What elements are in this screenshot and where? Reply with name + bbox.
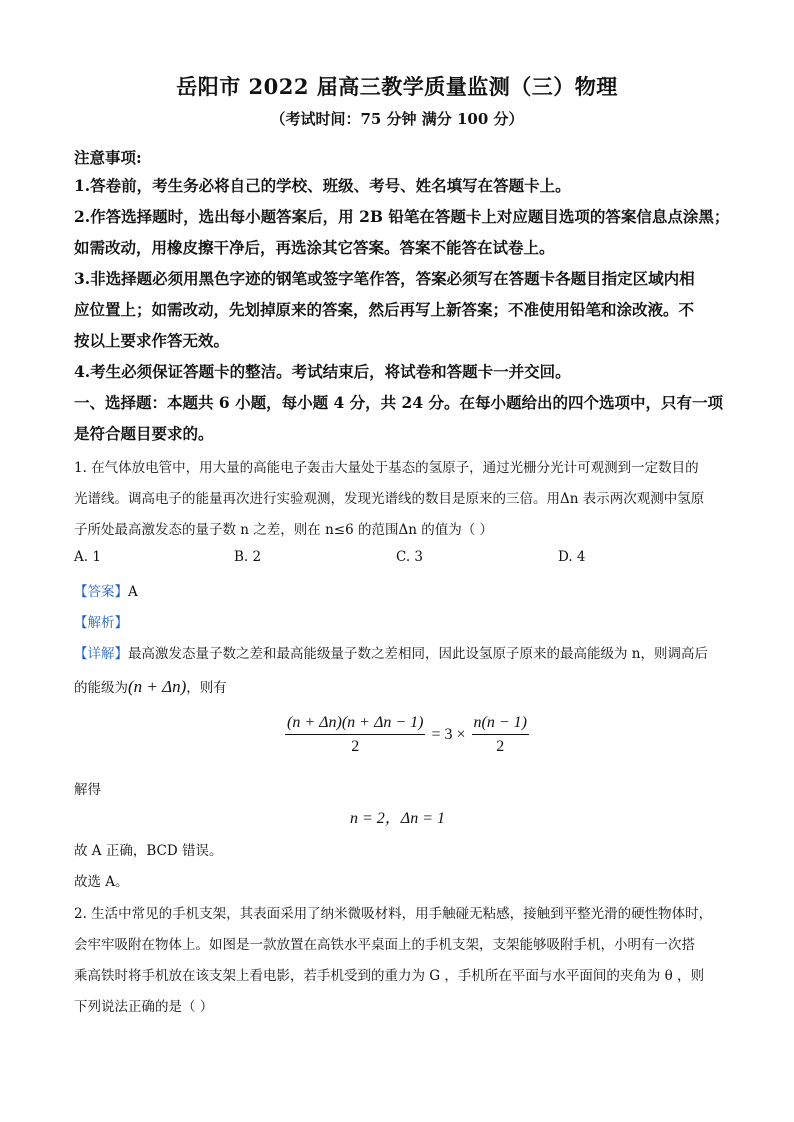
equation-left-fraction	[285, 714, 425, 756]
question-2-stem: 会牢牢吸附在物体上。如图是一款放置在高铁水平桌面上的手机支架，支架能够吸附手机，小明有一次搭	[74, 937, 695, 953]
analysis-tag: 【解析】	[74, 615, 128, 631]
page-title: 岳阳市 2022 届高三教学质量监测（三）物理	[176, 74, 618, 99]
exam-info: （考试时间：75 分钟 满分 100 分）	[270, 110, 524, 128]
notice-heading: 注意事项:	[74, 148, 142, 167]
section-heading: 是符合题目要求的。	[74, 424, 214, 443]
question-1-stem: 1. 在气体放电管中，用大量的高能电子轰击大量处于基态的氢原子，通过光栅分光计可观测到一定数目的	[74, 460, 699, 476]
question-1-stem: 子所处最高激发态的量子数 n 之差，则在 n≤6 的范围Δn 的值为（ ）	[74, 522, 493, 538]
equation-operator: = 3 ×	[431, 726, 466, 743]
question-1-stem: 光谱线。调高电子的能量再次进行实验观测，发现光谱线的数目是原来的三倍。用Δn 表示两次观测中氢原	[74, 491, 705, 507]
section-heading: 一、选择题：本题共 6 小题，每小题 4 分，共 24 分。在每小题给出的四个选项中，只有一项	[74, 393, 724, 412]
notice-line: 2.作答选择题时，选出每小题答案后，用 2B 铅笔在答题卡上对应题目选项的答案信息点涂黑；	[74, 207, 730, 226]
answer-value: A	[128, 584, 138, 600]
notice-line: 3.非选择题必须用黑色字迹的钢笔或签字笔作答，答案必须写在答题卡各题目指定区域内相	[74, 269, 695, 288]
detail-text: 最高激发态量子数之差和最高能级量子数之差相同，因此设氢原子原来的最高能级为 n，则调高后	[128, 646, 708, 662]
detail-tag: 【详解】	[74, 646, 128, 662]
option-c: C. 3	[396, 549, 424, 565]
option-d: D. 4	[558, 549, 586, 565]
detail-row-2	[74, 676, 227, 697]
final-choice: 故选 A。	[74, 874, 129, 890]
detail-row	[74, 642, 708, 662]
notice-line: 4.考生必须保证答题卡的整洁。考试结束后，将试卷和答题卡一并交回。	[74, 362, 571, 381]
notice-line: 1.答卷前，考生务必将自己的学校、班级、考号、姓名填写在答题卡上。	[74, 176, 571, 195]
question-2-stem: 乘高铁时将手机放在该支架上看电影，若手机受到的重力为 G ，手机所在平面与水平面间的夹角为 θ ，则	[74, 968, 705, 984]
solve-label: 解得	[74, 782, 101, 798]
fraction-numerator: n(n − 1)	[472, 714, 529, 735]
notice-line: 应位置上；如需改动，先划掉原来的答案，然后再写上新答案；不准使用铅笔和涂改液。不	[74, 300, 695, 319]
option-b: B. 2	[234, 549, 262, 565]
result: n = 2，Δn = 1	[350, 810, 445, 827]
equation	[285, 714, 529, 756]
analysis-row	[74, 611, 128, 631]
conclusion: 故 A 正确，BCD 错误。	[74, 843, 223, 859]
detail-text: 的能级为	[74, 680, 128, 696]
level-expression: (n + Δn)	[128, 677, 187, 696]
notice-line: 按以上要求作答无效。	[74, 331, 230, 350]
question-2-stem: 2. 生活中常见的手机支架，其表面采用了纳米微吸材料，用手触碰无粘感，接触到平整光滑的硬性物体时，	[74, 906, 713, 922]
notice-line: 如需改动，用橡皮擦干净后，再选涂其它答案。答案不能答在试卷上。	[74, 238, 555, 257]
answer-tag: 【答案】	[74, 584, 128, 600]
detail-text: ，则有	[186, 680, 227, 696]
fraction-denominator: 2	[351, 738, 360, 755]
option-a: A. 1	[74, 549, 101, 565]
fraction-denominator: 2	[496, 738, 505, 755]
fraction-numerator: (n + Δn)(n + Δn − 1)	[285, 714, 425, 735]
answer-row	[74, 580, 138, 600]
equation-right-fraction	[472, 714, 529, 756]
question-2-stem: 下列说法正确的是（ ）	[74, 999, 214, 1015]
